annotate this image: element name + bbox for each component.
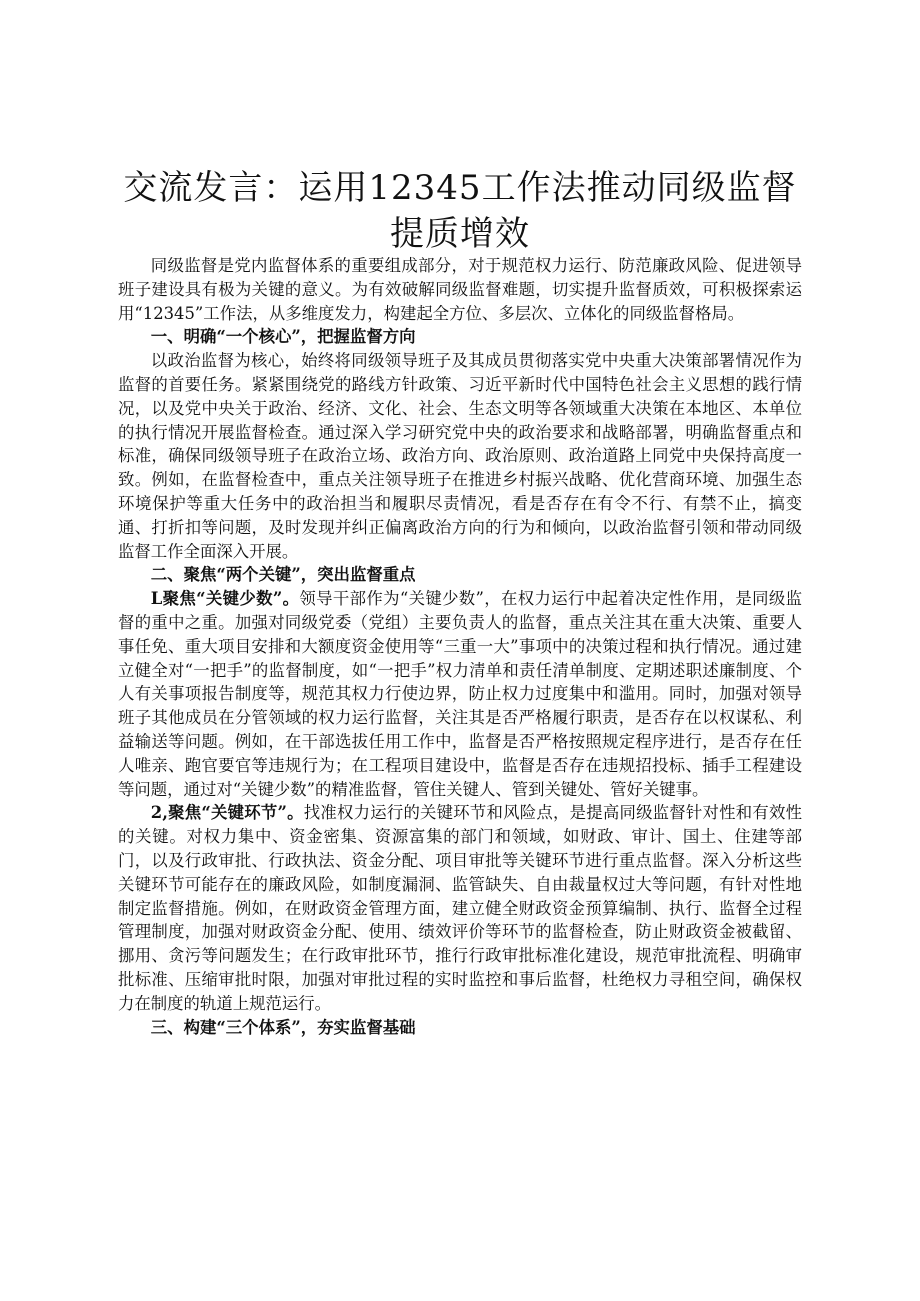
body-paragraph xyxy=(118,349,802,563)
paragraph-lead: 2,聚焦“关键环节”。 xyxy=(150,803,304,823)
intro-paragraph: 同级监督是党内监督体系的重要组成部分，对于规范权力运行、防范廉政风险、促进领导班子建设具有极为关键的意义。为有效破解同级监督难题，切实提升监督质效，可积极探索运用“12345”工作法，从多维度发力，构建起全方位、多层次、立体化的同级监督格局。 xyxy=(118,256,802,323)
paragraph-text: 找准权力运行的关键环节和风险点，是提高同级监督针对性和有效性的关键。对权力集中、资金密集、资源富集的部门和领域，如财政、审计、国土、住建等部门，以及行政审批、行政执法、资金分配、项目审批等关键环节进行重点监督。深入分析这些关键环节可能存在的廉政风险，如制度漏洞、监管缺失、自由裁量权过大等问题，有针对性地制定监督措施。例如，在财政资金管理方面，建立健全财政资金预算编制、执行、监督全过程管理制度，加强对财政资金分配、使用、绩效评价等环节的监督检查，防止财政资金被截留、挪用、贪污等问题发生；在行政审批环节，推行行政审批标准化建设，规范审批流程、明确审批标准、压缩审批时限，加强对审批过程的实时监控和事后监督，杜绝权力寻租空间，确保权力在制度的轨道上规范运行。 xyxy=(118,803,802,1013)
section-heading: 三、构建“三个体系”，夯实监督基础 xyxy=(150,1017,416,1037)
body-paragraph xyxy=(118,801,802,1015)
document-title-line-1: 交流发言：运用12345工作法推动同级监督 xyxy=(123,168,797,208)
paragraph-text: 以政治监督为核心，始终将同级领导班子及其成员贯彻落实党中央重大决策部署情况作为监督的首要任务。紧紧围绕党的路线方针政策、习近平新时代中国特色社会主义思想的践行情况，以及党中央关于政治、经济、文化、社会、生态文明等各领域重大决策在本地区、本单位的执行情况开展监督检查。通过深入学习研究党中央的政治要求和战略部署，明确监督重点和标准，确保同级领导班子在政治立场、政治方向、政治原则、政治道路上同党中央保持高度一致。例如，在监督检查中，重点关注领导班子在推进乡村振兴战略、优化营商环境、加强生态环境保护等重大任务中的政治担当和履职尽责情况，看是否存在有令不行、有禁不止，搞变通、打折扣等问题，及时发现并纠正偏离政治方向的行为和倾向，以政治监督引领和带动同级监督工作全面深入开展。 xyxy=(118,351,802,561)
paragraph-text: 领导干部作为“关键少数”，在权力运行中起着决定性作用，是同级监督的重中之重。加强对同级党委（党组）主要负责人的监督，重点关注其在重大决策、重要人事任免、重大项目安排和大额度资金使用等“三重一大”事项中的决策过程和执行情况。通过建立健全对“一把手”的监督制度，如“一把手”权力清单和责任清单制度、定期述职述廉制度、个人有关事项报告制度等，规范其权力行使边界，防止权力过度集中和滥用。同时，加强对领导班子其他成员在分管领域的权力运行监督，关注其是否严格履行职责，是否存在以权谋私、利益输送等问题。例如，在干部选拔任用工作中，监督是否严格按照规定程序进行，是否存在任人唯亲、跑官要官等违规行为；在工程项目建设中，监督是否存在违规招投标、插手工程建设等问题，通过对“关键少数”的精准监督，管住关键人、管到关键处、管好关键事。 xyxy=(118,589,802,799)
paragraph-lead: L聚焦“关键少数”。 xyxy=(150,589,300,609)
body-paragraph xyxy=(118,587,802,801)
section-heading: 一、明确“一个核心”，把握监督方向 xyxy=(150,327,416,347)
section-heading: 二、聚焦“两个关键”，突出监督重点 xyxy=(150,565,416,585)
document-body xyxy=(118,254,802,1039)
document-title-line-2: 提质增效 xyxy=(390,214,530,254)
